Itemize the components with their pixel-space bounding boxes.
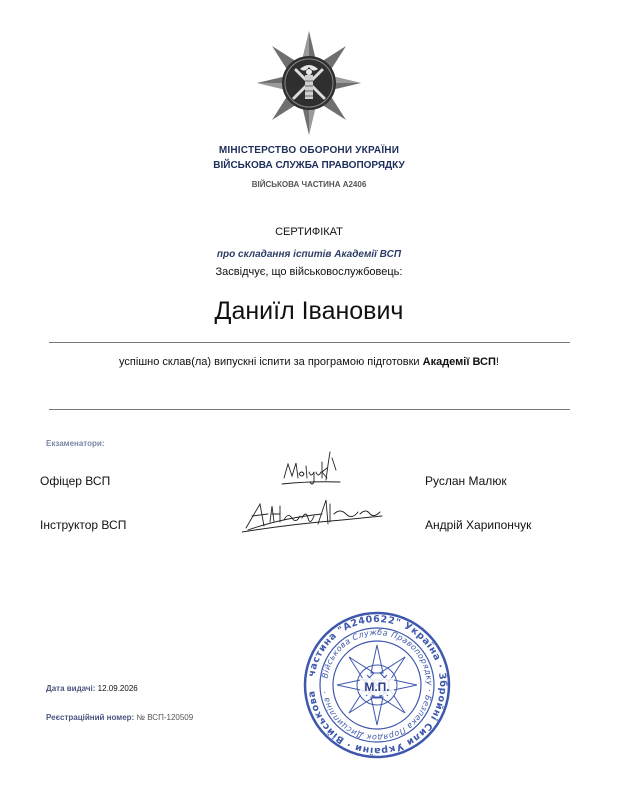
official-stamp [302, 610, 452, 760]
signature-malyuk-icon [280, 448, 344, 492]
service-name: ВІЙСЬКОВА СЛУЖБА ПРАВОПОРЯДКУ [213, 160, 405, 171]
examiners-label: Екзаменатори: [46, 439, 105, 448]
examiner-role: Офіцер ВСП [40, 474, 111, 488]
signature-kharyponchuk-icon [242, 494, 384, 536]
unit-name: ВІЙСЬКОВА ЧАСТИНА А2406 [251, 180, 367, 189]
academy-name: Академії ВСП [422, 356, 496, 368]
issue-date-value: 12.09.2026 [97, 684, 138, 693]
registration-number [46, 713, 193, 722]
stamp-outer-text: частина "А240622" Україна · Збройні Сили України · Військова [306, 613, 449, 757]
certificate-subtitle: про складання іспитів Академії ВСП [216, 249, 402, 260]
examiner-role: Інструктор ВСП [40, 518, 127, 532]
issue-date [46, 684, 138, 693]
passed-end: ! [495, 356, 499, 368]
registration-label: Реєстраційний номер: [46, 713, 135, 722]
registration-value: № ВСП-120509 [136, 713, 194, 722]
recipient-name: Даниїл Іванович [214, 297, 404, 325]
certificate-title: СЕРТИФІКАТ [275, 226, 343, 238]
ministry-name: МІНІСТЕРСТВО ОБОРОНИ УКРАЇНИ [218, 145, 400, 156]
passed-statement [0, 356, 618, 368]
stamp-center-label: М.П. [364, 680, 390, 694]
examiner-name: Руслан Малюк [425, 474, 507, 488]
issue-date-label: Дата видачі: [46, 684, 96, 693]
divider [49, 409, 570, 410]
certifies-text: Засвідчує, що військовослужбовець: [215, 266, 403, 278]
passed-text: успішно склав(ла) випускні іспити за програмою підготовки [119, 356, 423, 368]
stamp-inner-text: Військова Служба Правопорядку · Безпека Порядок Дисципліна · [320, 627, 435, 743]
military-police-emblem-icon [256, 30, 362, 136]
divider [49, 342, 570, 343]
examiner-name: Андрій Харипончук [425, 518, 532, 532]
